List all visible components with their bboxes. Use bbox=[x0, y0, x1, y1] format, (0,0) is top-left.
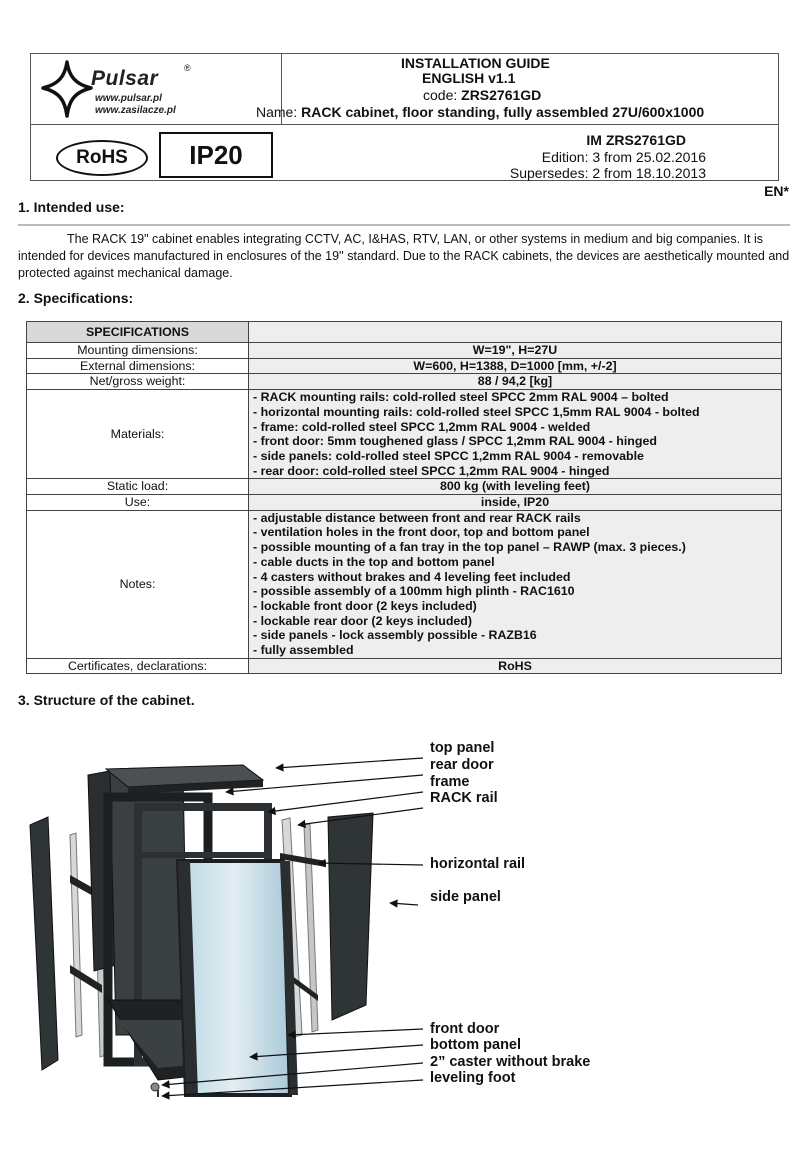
spec-value: W=600, H=1388, D=1000 [mm, +/-2] bbox=[249, 358, 782, 374]
list-item: - ventilation holes in the front door, top and bottom panel bbox=[253, 525, 590, 540]
list-item: - front door: 5mm toughened glass / SPCC 1,2mm RAL 9004 - hinged bbox=[253, 434, 657, 449]
caster bbox=[151, 1083, 159, 1091]
table-row bbox=[27, 495, 782, 511]
document-header bbox=[30, 53, 779, 181]
table-row bbox=[27, 322, 782, 343]
label-rear-door: rear door bbox=[430, 757, 494, 773]
list-item: - possible assembly of a 100mm high plinth - RAC1610 bbox=[253, 584, 575, 599]
table-header-empty bbox=[249, 322, 782, 343]
spec-label: Use: bbox=[27, 495, 249, 511]
list-item: - cable ducts in the top and bottom panel bbox=[253, 554, 495, 569]
label-frame: frame bbox=[430, 774, 470, 790]
supersedes: Supersedes: 2 from 18.10.2013 bbox=[509, 165, 706, 181]
spec-label: External dimensions: bbox=[27, 358, 249, 374]
left-rack-rail bbox=[70, 833, 82, 1037]
product-code: code: ZRS2761GD bbox=[423, 87, 542, 103]
list-item: - side panels - lock assembly possible - RAZB16 bbox=[253, 628, 537, 643]
spec-value: inside, IP20 bbox=[249, 495, 782, 511]
table-row bbox=[27, 358, 782, 374]
im-code: IM ZRS2761GD bbox=[586, 132, 686, 148]
spec-value: 88 / 94,2 [kg] bbox=[249, 374, 782, 390]
table-row bbox=[27, 343, 782, 359]
table-row bbox=[27, 479, 782, 495]
brand-url-2: www.zasilacze.pl bbox=[95, 105, 176, 116]
label-side-panel: side panel bbox=[430, 889, 501, 905]
product-name: Name: RACK cabinet, floor standing, fully assembled 27U/600x1000 bbox=[256, 104, 705, 120]
spec-value: W=19", H=27U bbox=[249, 343, 782, 359]
guide-language: ENGLISH v1.1 bbox=[422, 70, 516, 86]
header-divider-horizontal bbox=[31, 124, 778, 125]
table-row bbox=[27, 658, 782, 674]
list-item: - frame: cold-rolled steel SPCC 1,2mm RAL 9004 - welded bbox=[253, 419, 591, 434]
list-item: - RACK mounting rails: cold-rolled steel SPCC 2mm RAL 9004 – bolted bbox=[253, 390, 669, 405]
left-side-panel bbox=[30, 817, 58, 1070]
language-code: EN* bbox=[764, 183, 789, 199]
right-side-panel bbox=[328, 813, 373, 1020]
table-row bbox=[27, 374, 782, 390]
list-item: - lockable front door (2 keys included) bbox=[253, 598, 477, 613]
label-front-door: front door bbox=[430, 1021, 500, 1037]
registered-mark: ® bbox=[184, 63, 191, 73]
list-item: - adjustable distance between front and rear RACK rails bbox=[253, 510, 581, 525]
label-top-panel: top panel bbox=[430, 740, 495, 756]
spec-label: Materials: bbox=[27, 390, 249, 479]
intended-use-text: The RACK 19" cabinet enables integrating CCTV, AC, I&HAS, RTV, LAN, or other systems in medium and big companies. It is intended for devices manufactured in enclosures of the 19'' standard. Due to the RACK cabinets, the devices are aesthetically mounted and protected against mechanical damage. bbox=[18, 232, 790, 280]
label-horizontal-rail: horizontal rail bbox=[430, 856, 526, 872]
spec-label: Notes: bbox=[27, 510, 249, 658]
table-row bbox=[27, 510, 782, 658]
list-item: - possible mounting of a fan tray in the top panel – RAWP (max. 3 pieces.) bbox=[253, 540, 686, 555]
list-item: - fully assembled bbox=[253, 643, 354, 658]
guide-title: INSTALLATION GUIDE bbox=[401, 55, 550, 71]
section-divider bbox=[18, 224, 790, 226]
label-bottom-panel: bottom panel bbox=[430, 1037, 522, 1053]
spec-label: Certificates, declarations: bbox=[27, 658, 249, 674]
rohs-badge: RoHS bbox=[56, 140, 148, 176]
pulsar-star-icon bbox=[39, 60, 99, 120]
list-item: - side panels: cold-rolled steel SPCC 1,2mm RAL 9004 - removable bbox=[253, 448, 644, 463]
spec-label: Net/gross weight: bbox=[27, 374, 249, 390]
pulsar-logo bbox=[39, 60, 275, 120]
brand-name: Pulsar bbox=[91, 67, 159, 90]
ip20-badge: IP20 bbox=[159, 132, 273, 178]
spec-label: Mounting dimensions: bbox=[27, 343, 249, 359]
section-specifications-title: 2. Specifications: bbox=[18, 290, 134, 306]
list-item: - horizontal mounting rails: cold-rolled steel SPCC 1,5mm RAL 9004 - bolted bbox=[253, 404, 700, 419]
brand-url-1: www.pulsar.pl bbox=[95, 93, 162, 104]
leveling-foot bbox=[157, 1090, 159, 1097]
spec-value: RoHS bbox=[249, 658, 782, 674]
spec-value-list bbox=[249, 510, 782, 658]
spec-value-list bbox=[249, 390, 782, 479]
section-structure-title: 3. Structure of the cabinet. bbox=[18, 692, 195, 708]
label-caster: 2” caster without brake bbox=[430, 1054, 591, 1070]
section-intended-use-title: 1. Intended use: bbox=[18, 199, 125, 215]
specifications-table bbox=[26, 321, 782, 674]
table-row bbox=[27, 390, 782, 479]
label-leveling-foot: leveling foot bbox=[430, 1070, 516, 1086]
spec-label: Static load: bbox=[27, 479, 249, 495]
edition: Edition: 3 from 25.02.2016 bbox=[541, 149, 706, 165]
list-item: - 4 casters without brakes and 4 leveling feet included bbox=[253, 569, 571, 584]
spec-value: 800 kg (with leveling feet) bbox=[249, 479, 782, 495]
label-rack-rail: RACK rail bbox=[430, 790, 498, 806]
table-header-cell: SPECIFICATIONS bbox=[27, 322, 249, 343]
list-item: - rear door: cold-rolled steel SPCC 1,2mm RAL 9004 - hinged bbox=[253, 463, 610, 478]
list-item: - lockable rear door (2 keys included) bbox=[253, 613, 472, 628]
